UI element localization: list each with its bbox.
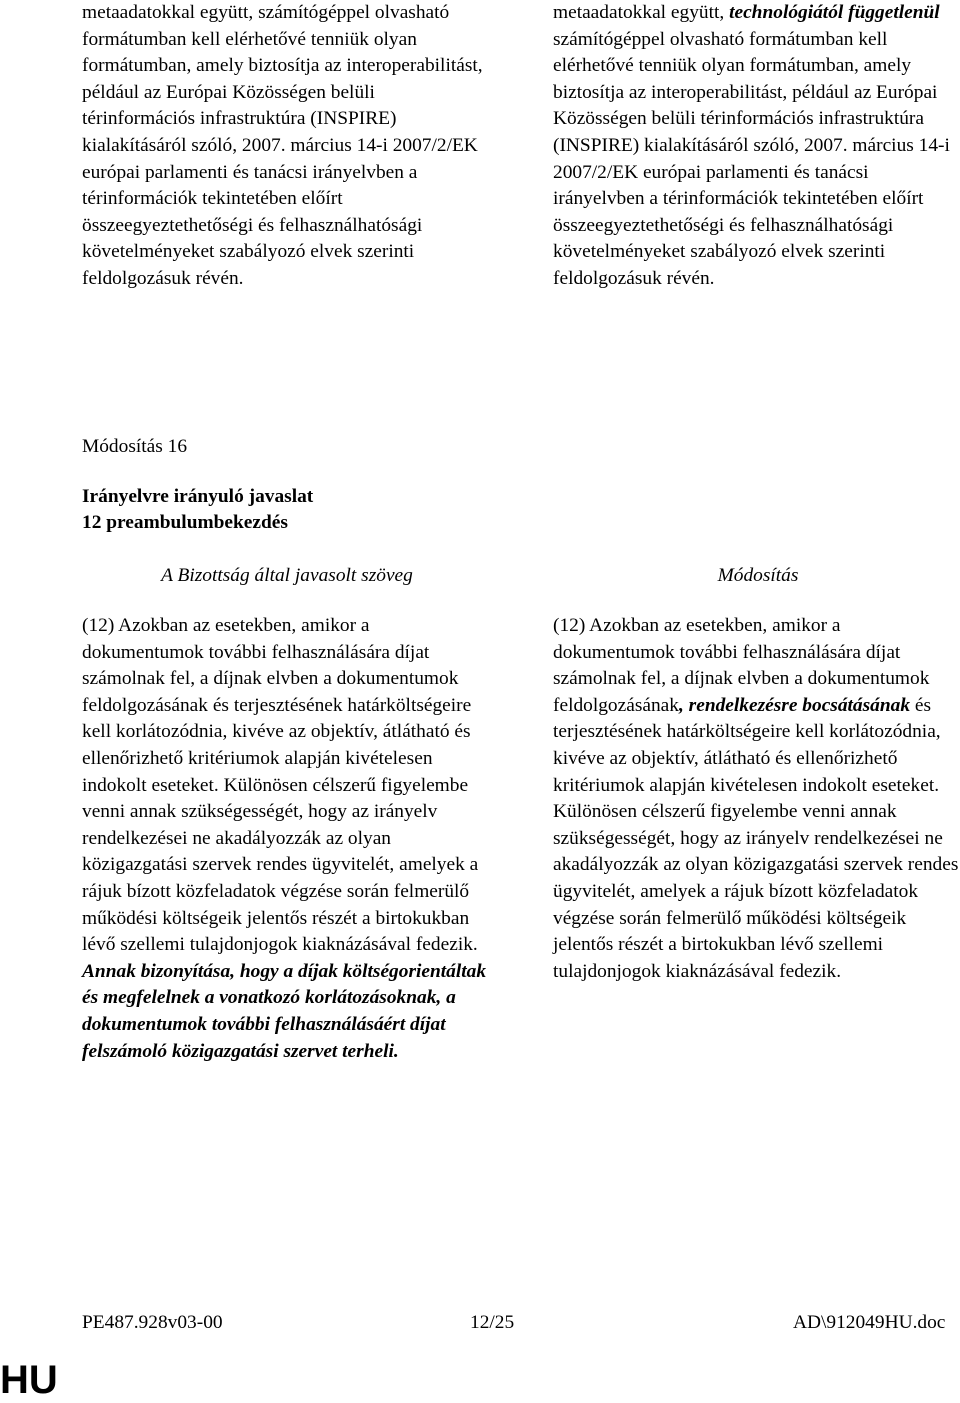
amendment-number: Módosítás 16 bbox=[82, 436, 188, 457]
amendment-left-text: (12) Azokban az esetekben, amikor a dokumentumok további felhasználására díjat számolnak fel, a díjnak elvben a dokumentumok feldolgozásának és terjesztésének határköltségeire kell korlátozódnia, kivéve az objektív, átlátható és ellenőrizhető kritériumok alapján kivételesen indokolt eseteket. Különösen célszerű figyelembe venni annak szükségességét, hogy az irányelv rendelkezései ne akadályozzák az olyan közigazgatási szervek rendes ügyvitelét, amelyek a rájuk bízott közfeladatok végzése során felmerülő működési költségeik jelentős részét a birtokukban lévő szellemi tulajdonjogok kiaknázásával fedezik. bbox=[82, 615, 479, 956]
amendment-right-paragraph bbox=[553, 613, 960, 985]
amendment-left-column bbox=[82, 613, 492, 1065]
proposal-label: Irányelvre irányuló javaslat bbox=[82, 486, 314, 507]
left-column-title: A Bizottság által javasolt szöveg bbox=[161, 565, 413, 586]
recital-label: 12 preambulumbekezdés bbox=[82, 512, 288, 533]
top-right-bold: technológiától függetlenül bbox=[729, 2, 940, 23]
amendment-right-text-1: (12) Azokban az esetekben, amikor a dokumentumok további felhasználására díjat számolnak fel, a díjnak elvben a dokumentumok feldolgozásának bbox=[553, 615, 930, 716]
footer-doc-code: PE487.928v03-00 bbox=[82, 1312, 223, 1333]
language-code: HU bbox=[0, 1358, 58, 1402]
amendment-right-text-2: és terjesztésének határköltségeire kell korlátozódnia, kivéve az objektív, átlátható és ellenőrizhető kritériumok alapján kivételesen indokolt eseteket. Különösen célszerű figyelembe venni annak szükségességét, hogy az irányelv rendelkezései ne akadályozzák az olyan közigazgatási szervek rendes ügyvitelét, amelyek a rájuk bízott közfeladatok végzése során felmerülő működési költségeik jelentős részét a birtokukban lévő szellemi tulajdonjogok kiaknázásával fedezik. bbox=[553, 694, 959, 982]
top-right-paragraph bbox=[553, 0, 960, 293]
amendment-left-bold: Annak bizonyítása, hogy a díjak költségorientáltak és megfelelnek a vonatkozó korlátozásoknak, a dokumentumok további felhasználásáért díjat felszámoló közigazgatási szervet terheli. bbox=[82, 960, 487, 1062]
top-left-text: metaadatokkal együtt, számítógéppel olvasható formátumban kell elérhetővé tenniük olyan formátumban, amely biztosítja az interoperabilitást, például az Európai Közösségen belüli térinformációs infrastruktúra (INSPIRE) kialakításáról szóló, 2007. március 14-i 2007/2/EK európai parlamenti és tanácsi irányelvben a térinformációk tekintetében előírt összeegyeztethetőségi és felhasználhatósági követelményeket szabályozó elvek szerinti feldolgozásuk révén. bbox=[82, 2, 483, 289]
amendment-right-bold-1: , rendelkezésre bocsátásának bbox=[678, 694, 911, 716]
top-right-text-1: metaadatokkal együtt, bbox=[553, 2, 730, 23]
top-right-text-2: számítógéppel olvasható formátumban kell elérhetővé tenniük olyan formátumban, amely biztosítja az interoperabilitást, például az Európai Közösségen belüli térinformációs infrastruktúra (INSPIRE) kialakításáról szóló, 2007. március 14-i 2007/2/EK európai parlamenti és tanácsi irányelvben a térinformációk tekintetében előírt összeegyeztethetőségi és felhasználhatósági követelményeket szabályozó elvek szerinti feldolgozásuk révén. bbox=[553, 28, 950, 289]
top-left-column bbox=[82, 0, 492, 293]
amendment-left-paragraph bbox=[82, 613, 492, 1065]
footer-page-number: 12/25 bbox=[470, 1312, 515, 1333]
right-column-title: Módosítás bbox=[717, 565, 799, 586]
top-right-column bbox=[553, 0, 960, 293]
amendment-right-column bbox=[553, 613, 960, 985]
footer-file-name: AD\912049HU.doc bbox=[793, 1312, 946, 1333]
